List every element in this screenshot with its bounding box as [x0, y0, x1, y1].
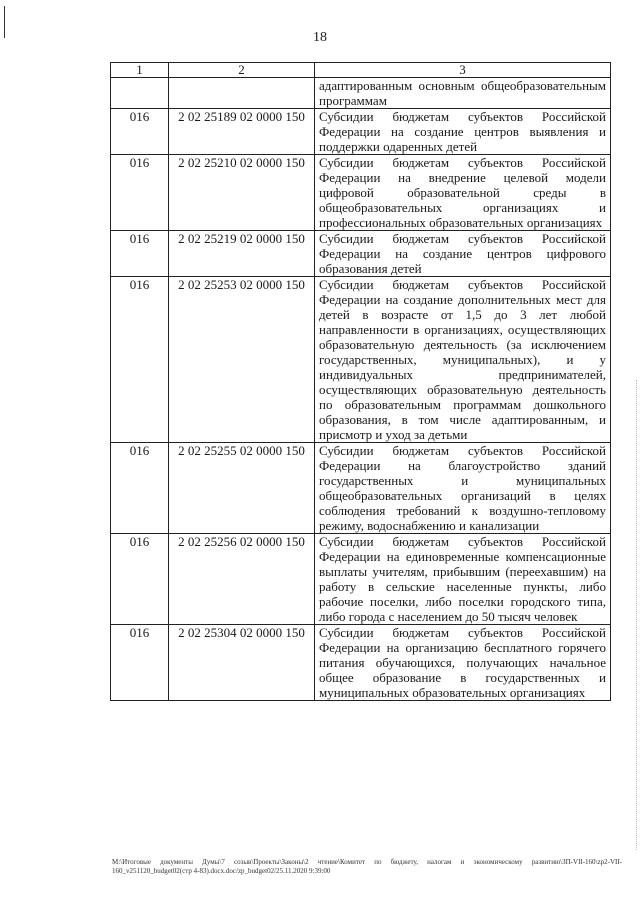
table-header-row: [111, 63, 611, 78]
admin-code-cell: 016: [111, 625, 169, 701]
budget-code-cell: 2 02 25253 02 0000 150: [169, 277, 315, 443]
page-number: 18: [313, 30, 327, 45]
table-row: [111, 534, 611, 625]
admin-code-cell: 016: [111, 443, 169, 534]
budget-code-cell: 2 02 25255 02 0000 150: [169, 443, 315, 534]
column-header-1: 1: [111, 63, 169, 78]
admin-code-cell: 016: [111, 231, 169, 277]
income-name-cell: Субсидии бюджетам субъектов Российской Федерации на организацию бесплатного горячего питания обучающихся, получающих начальное общее образование в государственных и муниципальных образовательных организациях: [315, 625, 611, 701]
budget-code-cell: 2 02 25304 02 0000 150: [169, 625, 315, 701]
income-name-cell: Субсидии бюджетам субъектов Российской Федерации на единовременные компенсационные выплаты учителям, прибывшим (переехавшим) на работу в сельские населенные пункты, либо рабочие поселки, либо поселки городского типа, либо города с населением до 50 тысяч человек: [315, 534, 611, 625]
budget-code-cell: 2 02 25256 02 0000 150: [169, 534, 315, 625]
admin-code-cell: 016: [111, 534, 169, 625]
income-name-cell: Субсидии бюджетам субъектов Российской Федерации на внедрение целевой модели цифровой образовательной среды в общеобразовательных организациях и профессиональных образовательных организациях: [315, 155, 611, 231]
budget-code-cell: [169, 78, 315, 109]
table-row: [111, 443, 611, 534]
admin-code-cell: [111, 78, 169, 109]
table-row: [111, 78, 611, 109]
income-name-cell: адаптированным основным общеобразовательным программам: [315, 78, 611, 109]
table-row: [111, 625, 611, 701]
table-row: [111, 109, 611, 155]
table-row: [111, 277, 611, 443]
income-name-cell: Субсидии бюджетам субъектов Российской Федерации на создание центров выявления и поддержки одаренных детей: [315, 109, 611, 155]
document-path-footer: M:\Итоговые документы Думы\7 созыв\Проекты\Законы\2 чтение\Комитет по бюджету, налогам и экономическому развитию\ЗП-VII-160\zp2-VII-160_v251120_budget02(стр 4-83).docx.doc/zp_budget02/25.11.2020 9:39:00: [112, 858, 622, 875]
budget-code-cell: 2 02 25210 02 0000 150: [169, 155, 315, 231]
table-row: [111, 155, 611, 231]
income-name-cell: Субсидии бюджетам субъектов Российской Федерации на создание центров цифрового образования детей: [315, 231, 611, 277]
income-name-cell: Субсидии бюджетам субъектов Российской Федерации на благоустройство зданий государственных и муниципальных общеобразовательных организаций в целях соблюдения требований к воздушно-тепловому режиму, водоснабжению и канализации: [315, 443, 611, 534]
admin-code-cell: 016: [111, 277, 169, 443]
column-header-2: 2: [169, 63, 315, 78]
page-edge-line: [636, 380, 638, 850]
budget-table: [110, 62, 611, 701]
income-name-cell: Субсидии бюджетам субъектов Российской Федерации на создание дополнительных мест для детей в возрасте от 1,5 до 3 лет любой направленности в организациях, осуществляющих образовательную деятельность (за исключением государственных, муниципальных), и у индивидуальных предпринимателей, осуществляющих образовательную деятельность по образовательным программам дошкольного образования, в том числе адаптированным, и присмотр и уход за детьми: [315, 277, 611, 443]
admin-code-cell: 016: [111, 109, 169, 155]
column-header-3: 3: [315, 63, 611, 78]
table-row: [111, 231, 611, 277]
budget-code-cell: 2 02 25189 02 0000 150: [169, 109, 315, 155]
budget-code-cell: 2 02 25219 02 0000 150: [169, 231, 315, 277]
admin-code-cell: 016: [111, 155, 169, 231]
